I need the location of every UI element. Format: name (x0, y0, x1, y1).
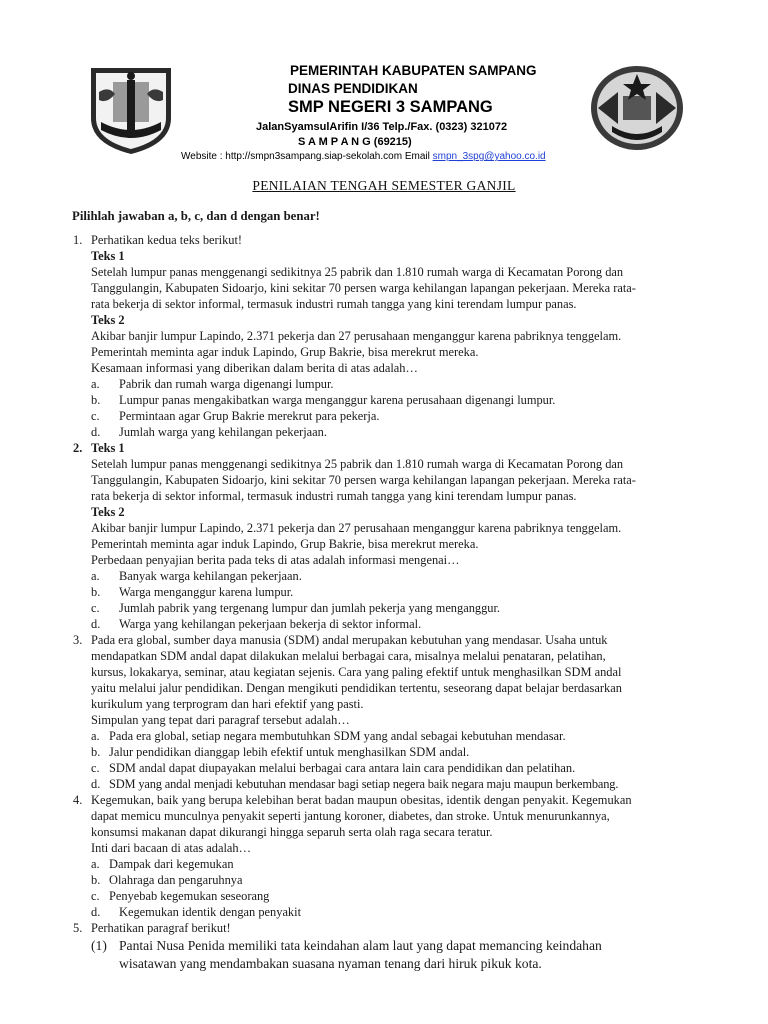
option-text: Pabrik dan rumah warga digenangi lumpur. (119, 377, 334, 391)
teks2-label: Teks 2 (91, 505, 125, 519)
option-text: Dampak dari kegemukan (109, 857, 234, 871)
question-text: Kesamaan informasi yang diberikan dalam berita di atas adalah… (91, 361, 418, 375)
exam-title: PENILAIAN TENGAH SEMESTER GANJIL (252, 178, 516, 193)
paragraph-item-label: (1) (91, 938, 107, 953)
option-letter: a. (91, 729, 100, 743)
paragraph-line: mendapatkan SDM andal dapat dilakukan melalui berbagai cara, misalnya melalui penataran, pelatihan, (91, 649, 606, 663)
teks1-line: rata bekerja di sektor informal, termasuk industri rumah tangga yang kini terendam lumpur panas. (91, 489, 577, 503)
question-number: 2. (73, 441, 83, 455)
question-text: Inti dari bacaan di atas adalah… (91, 841, 251, 855)
teks1-line: Setelah lumpur panas menggenangi sedikitnya 25 pabrik dan 1.810 rumah warga di Kecamatan Porong dan (91, 457, 624, 471)
option-text: Warga menganggur karena lumpur. (119, 585, 294, 599)
option-letter: d. (91, 777, 101, 791)
option-text: Jumlah pabrik yang tergenang lumpur dan jumlah pekerja yang menganggur. (119, 601, 501, 615)
option-text: Olahraga dan pengaruhnya (109, 873, 243, 887)
paragraph-line: dapat memicu munculnya penyakit seperti jantung koroner, diabetes, dan stroke. Untuk menurunkannya, (91, 809, 610, 823)
paragraph-item-line: Pantai Nusa Penida memiliki tata keindahan alam laut yang dapat memancing keindahan (119, 938, 602, 953)
teks2-label: Teks 2 (91, 313, 125, 327)
paragraph-line: kurikulum yang terprogram dan hari efektif yang pasti. (91, 697, 364, 711)
option-letter: c. (91, 889, 100, 903)
option-letter: c. (91, 761, 100, 775)
department-name: DINAS PENDIDIKAN (288, 81, 418, 96)
option-text: Jumlah warga yang kehilangan pekerjaan. (119, 425, 327, 439)
teks2-line: Akibar banjir lumpur Lapindo, 2.371 pekerja dan 27 perusahaan menganggur karena pabriknya tenggelam. (91, 329, 622, 343)
school-city: S A M P A N G (69215) (298, 136, 412, 148)
school-emblem-logo (588, 62, 686, 154)
paragraph-line: kursus, lokakarya, seminar, atau kegiatan sejenis. Cara yang paling efektif untuk menghasilkan SDM andal (91, 665, 622, 679)
option-letter: b. (91, 393, 101, 407)
website-line (181, 151, 546, 162)
question-number: 1. (73, 233, 83, 247)
teks1-line: rata bekerja di sektor informal, termasuk industri rumah tangga yang kini terendam lumpur panas. (91, 297, 577, 311)
paragraph-line: konsumsi makanan dapat dikurangi hingga separuh serta olah raga secara teratur. (91, 825, 493, 839)
option-letter: d. (91, 905, 101, 919)
option-text: Pada era global, setiap negara membutuhkan SDM yang andal sebagai kebutuhan mendasar. (109, 729, 566, 743)
option-text: Penyebab kegemukan seseorang (109, 889, 270, 903)
question-number: 4. (73, 793, 83, 807)
website-text: Website : http://smpn3sampang.siap-sekolah.com Email (181, 151, 433, 162)
paragraph-line: Pada era global, sumber daya manusia (SDM) andal merupakan kebutuhan yang mendasar. Usaha untuk (91, 633, 608, 647)
option-text: Warga yang kehilangan pekerjaan bekerja di sektor informal. (119, 617, 422, 631)
option-letter: a. (91, 377, 100, 391)
email-link[interactable]: smpn_3spg@yahoo.co.id (432, 151, 546, 162)
question-number: 3. (73, 633, 83, 647)
teks2-line: Akibar banjir lumpur Lapindo, 2.371 pekerja dan 27 perusahaan menganggur karena pabriknya tenggelam. (91, 521, 622, 535)
option-text: Permintaan agar Grup Bakrie merekrut para pekerja. (119, 409, 380, 423)
option-letter: c. (91, 601, 100, 615)
paragraph-item-line: wisatawan yang mendambakan suasana nyaman tenang dari hiruk pikuk kota. (119, 956, 542, 971)
option-text: SDM andal dapat diupayakan melalui berbagai cara antara lain cara pendidikan dan pelatihan. (109, 761, 576, 775)
kabupaten-sampang-logo (83, 62, 179, 158)
paragraph-line: yaitu melalui jalur pendidikan. Dengan mengikuti pendidikan tertentu, seseorang dapat belajar berdasarkan (91, 681, 622, 695)
option-letter: d. (91, 425, 101, 439)
option-text: Banyak warga kehilangan pekerjaan. (119, 569, 302, 583)
option-letter: b. (91, 745, 101, 759)
option-letter: b. (91, 585, 101, 599)
question-intro: Perhatikan kedua teks berikut! (91, 233, 243, 247)
teks1-label: Teks 1 (91, 441, 125, 455)
teks1-line: Setelah lumpur panas menggenangi sedikitnya 25 pabrik dan 1.810 rumah warga di Kecamatan Porong dan (91, 265, 624, 279)
teks1-label: Teks 1 (91, 249, 125, 263)
question-number: 5. (73, 921, 83, 935)
teks2-line: Pemerintah meminta agar induk Lapindo, Grup Bakrie, bisa merekrut mereka. (91, 345, 479, 359)
option-text: Kegemukan identik dengan penyakit (119, 905, 302, 919)
school-address: JalanSyamsulArifin I/36 Telp./Fax. (0323) 321072 (256, 121, 508, 133)
teks2-line: Pemerintah meminta agar induk Lapindo, Grup Bakrie, bisa merekrut mereka. (91, 537, 479, 551)
teks1-line: Tanggulangin, Kabupaten Sidoarjo, kini sekitar 70 persen warga kehilangan lapangan pekerjaan. Mereka rata- (91, 473, 636, 487)
question-text: Simpulan yang tepat dari paragraf tersebut adalah… (91, 713, 350, 727)
option-text: SDM yang andal menjadi kebutuhan mendasar bagi setiap negera baik negara maju maupun berkembang. (109, 777, 619, 791)
option-text: Jalur pendidikan dianggap lebih efektif untuk menghasilkan SDM andal. (109, 745, 470, 759)
instruction: Pilihlah jawaban a, b, c, dan d dengan benar! (72, 209, 320, 223)
option-letter: c. (91, 409, 100, 423)
option-text: Lumpur panas mengakibatkan warga menganggur karena perusahaan digenangi lumpur. (119, 393, 556, 407)
question-intro: Perhatikan paragraf berikut! (91, 921, 231, 935)
question-text: Perbedaan penyajian berita pada teks di atas adalah informasi mengenai… (91, 553, 460, 567)
paragraph-line: Kegemukan, baik yang berupa kelebihan berat badan maupun obesitas, identik dengan penyakit. Kegemukan (91, 793, 632, 807)
school-name: SMP NEGERI 3 SAMPANG (288, 98, 493, 116)
option-letter: a. (91, 857, 100, 871)
option-letter: a. (91, 569, 100, 583)
option-letter: d. (91, 617, 101, 631)
option-letter: b. (91, 873, 101, 887)
gov-name: PEMERINTAH KABUPATEN SAMPANG (290, 63, 537, 78)
teks1-line: Tanggulangin, Kabupaten Sidoarjo, kini sekitar 70 persen warga kehilangan lapangan pekerjaan. Mereka rata- (91, 281, 636, 295)
